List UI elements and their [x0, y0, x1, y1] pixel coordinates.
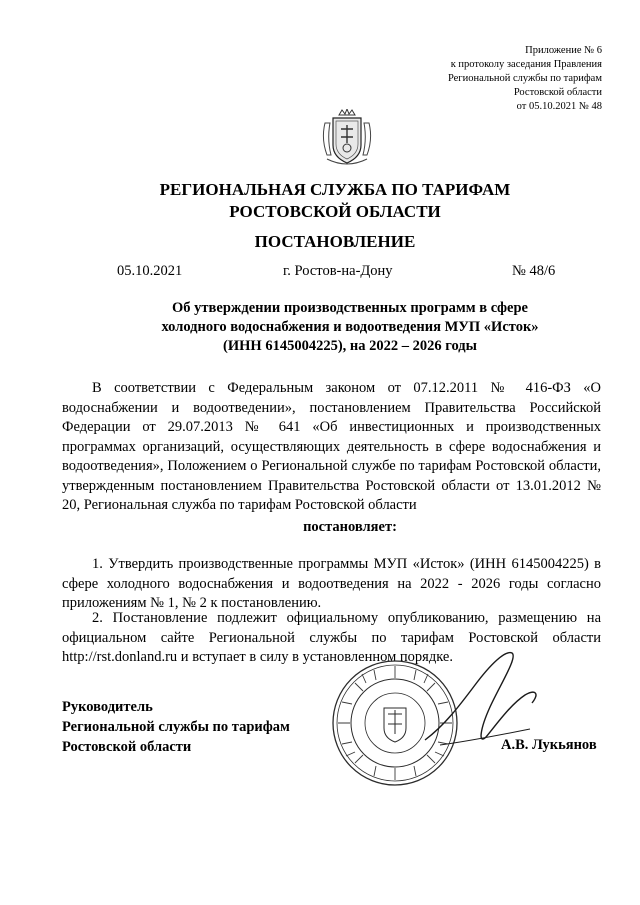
agency-line: РОСТОВСКОЙ ОБЛАСТИ: [229, 202, 441, 221]
signatory-title: [62, 697, 290, 757]
attachment-line: Ростовской области: [513, 87, 602, 98]
attachment-line: Региональной службы по тарифам: [447, 73, 602, 84]
document-type: ПОСТАНОВЛЕНИЕ: [254, 232, 416, 251]
signatory-title-line: Ростовской области: [62, 739, 192, 755]
agency-name: [0, 179, 640, 223]
subject-line: холодного водоснабжения и водоотведения МУП «Исток»: [161, 319, 539, 335]
subject-line: (ИНН 6145004225), на 2022 – 2026 годы: [223, 338, 477, 354]
preamble-paragraph: В соответствии с Федеральным законом от 07.12.2011 № 416-ФЗ «О водоснабжении и водоотведении», постановлением Правительства Российской Федерации от 29.07.2013 № 641 «Об инвестиционных и производственных программах организаций, осуществляющих деятельность в сфере водоснабжения и водоотведения», Положением о Региональной службе по тарифам Ростовской области, утвержденным постановлением Правительства Ростовской области от 13.01.2012 № 20, Региональная служба по тарифам Ростовской области: [62, 380, 601, 513]
subject-line: Об утверждении производственных программ в сфере: [172, 300, 528, 316]
signatory-title-line: Региональной службы по тарифам: [62, 719, 290, 735]
document-city: г. Ростов-на-Дону: [283, 263, 393, 279]
signatory-title-line: Руководитель: [62, 699, 153, 715]
document-date: 05.10.2021: [117, 263, 183, 279]
attachment-note: [448, 44, 602, 114]
attachment-line: от 05.10.2021 № 48: [516, 101, 602, 112]
decrees-heading: постановляет:: [303, 519, 397, 535]
decree-item-1: 1. Утвердить производственные программы МУП «Исток» (ИНН 6145004225) в сфере холодного водоснабжения и водоотведения на 2022 - 2026 годы согласно приложениям № 1, № 2 к постановлению.: [62, 556, 601, 611]
attachment-line: Приложение № 6: [525, 45, 602, 56]
agency-line: РЕГИОНАЛЬНАЯ СЛУЖБА ПО ТАРИФАМ: [159, 180, 511, 199]
document-subject: [100, 299, 600, 356]
attachment-line: к протоколу заседания Правления: [450, 59, 602, 70]
document-number: № 48/6: [512, 263, 556, 279]
rostov-coat-of-arms-icon: [319, 109, 375, 169]
signatory-name: А.В. Лукьянов: [501, 737, 597, 753]
decree-item-2: 2. Постановление подлежит официальному опубликованию, размещению на официальном сайте Региональной службы по тарифам Ростовской области http://rst.donland.ru и вступает в силу в установленном порядке.: [62, 610, 601, 665]
